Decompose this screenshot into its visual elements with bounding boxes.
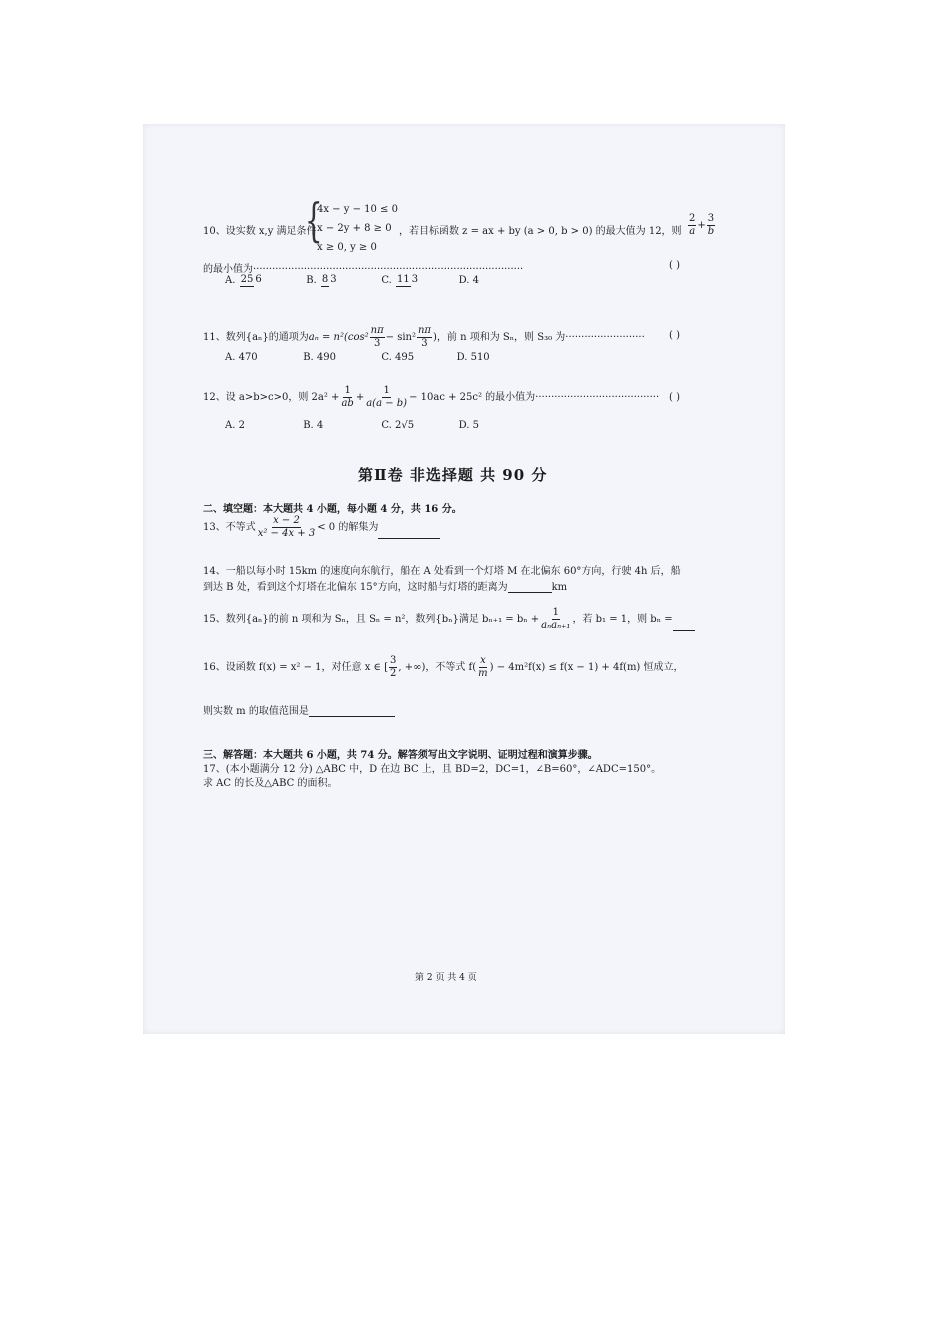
q10-option-c: C. 11 3 <box>381 274 419 286</box>
q14-line-2: 到达 B 处，看到这个灯塔在北偏东 15°方向，这时船与灯塔的距离为 km <box>203 582 568 593</box>
q14-line-1: 14、一船以每小时 15km 的速度向东航行，船在 A 处看到一个灯塔 M 在北偏东 60°方向，行驶 4h 后，船 <box>203 566 681 577</box>
section-2-title: 第Ⅱ卷 非选择题 共 90 分 <box>358 466 548 484</box>
q10-expr: $\frac{2}{a}$ + $\frac{3}{b}$ <box>689 213 715 237</box>
q10-tail <box>203 260 523 275</box>
q10-frac-3-b: $\frac{3}{b}$ <box>707 213 715 237</box>
question-15: 15、数列{aₙ}的前 n 项和为 Sₙ，且 Sₙ = n²，数列{bₙ}满足 bₙ₊₁ = bₙ + $\frac{1}{\text{aₙaₙ₊₁}}$ ，若 b₁ = 1，则 bₙ = <box>203 608 695 631</box>
q11-option-d: D. 510 <box>456 352 490 363</box>
q17-line-1: 17、(本小题满分 12 分) △ABC 中，D 在边 BC 上，且 BD=2，DC=1，∠B=60°，∠ADC=150°。 <box>203 764 662 775</box>
q10-frac-2-a: $\frac{2}{a}$ <box>689 213 696 237</box>
q10-option-a: A. 25 6 <box>225 274 262 286</box>
q10-condition-3: x ≥ 0, y ≥ 0 <box>317 242 377 253</box>
q10-option-b: B. 8 3 <box>306 274 337 286</box>
q10-condition-2: x − 2y + 8 ≥ 0 <box>317 223 392 234</box>
q11-option-a: A. 470 <box>225 352 258 363</box>
q16-line-2: 则实数 m 的取值范围是 <box>203 702 395 717</box>
q10-condition-1: 4x − y − 10 ≤ 0 <box>317 204 398 215</box>
q10-middle: ，若目标函数 z = ax + by (a > 0, b > 0) 的最大值为 12，则 <box>399 226 682 237</box>
q11-option-c: C. 495 <box>381 352 415 363</box>
q10-dots: ····················································································· <box>253 264 524 275</box>
q16-answer-blank[interactable] <box>309 705 395 717</box>
q11-paren: ( ) <box>669 330 680 341</box>
q13-answer-blank[interactable] <box>378 527 440 539</box>
q15-answer-blank[interactable] <box>673 619 695 631</box>
q14-answer-blank[interactable] <box>508 581 552 593</box>
q12-option-d: D. 5 <box>458 420 479 431</box>
q11-options <box>225 352 490 363</box>
section-3-part: 三、解答题：本大题共 6 小题，共 74 分。解答须写出文字说明、证明过程和演算步骤。 <box>203 750 598 761</box>
q10-paren: ( ) <box>669 260 680 271</box>
q17-line-2: 求 AC 的长及△ABC 的面积。 <box>203 778 338 789</box>
page-footer: 第 2 页 共 4 页 <box>415 973 477 983</box>
q12-paren: ( ) <box>669 392 680 403</box>
q10-tail-text: 的最小值为 <box>203 264 253 275</box>
q12-options <box>225 420 479 431</box>
scanned-page <box>143 124 785 1034</box>
q10-options <box>225 274 479 287</box>
q12-line: 12、设 a>b>c>0，则 2a² + $\frac{1}{ab}$ + $\frac{1}{a(a - b)}$ − 10ac + 25c² 的最小值为······································· <box>203 385 660 409</box>
q12-option-c: C. 2√5 <box>381 420 415 431</box>
q11-line: 11、数列{aₙ}的通项为aₙ = n²(cos² $\frac{n\pi}{3}$ − sin² $\frac{n\pi}{3}$ )，前 n 项和为 Sₙ，则 S₃₀ 为························· <box>203 325 645 349</box>
q12-option-a: A. 2 <box>225 420 245 431</box>
q12-option-b: B. 4 <box>303 420 324 431</box>
q10-brace: { <box>305 193 323 247</box>
q11-option-b: B. 490 <box>303 352 336 363</box>
q10-prefix: 10、设实数 x,y 满足条件 <box>203 226 317 237</box>
q16-line-1: 16、设函数 f(x) = x² − 1，对任意 x ∈ [ $\frac{3}{2}$ , +∞)，不等式 f( $\frac{x}{m}$ ) − 4m²f(x) ≤ f(x − 1) + 4f(m) 恒成立， <box>203 655 684 679</box>
question-13: 13、不等式 $\frac{x - 2}{\text{x² − 4x + 3}}$ < 0 的解集为 <box>203 516 440 539</box>
q10-option-d: D. 4 <box>458 275 479 286</box>
section-2-part: 二、填空题：本大题共 4 小题，每小题 4 分，共 16 分。 <box>203 504 462 515</box>
q10-conditions <box>317 200 398 257</box>
